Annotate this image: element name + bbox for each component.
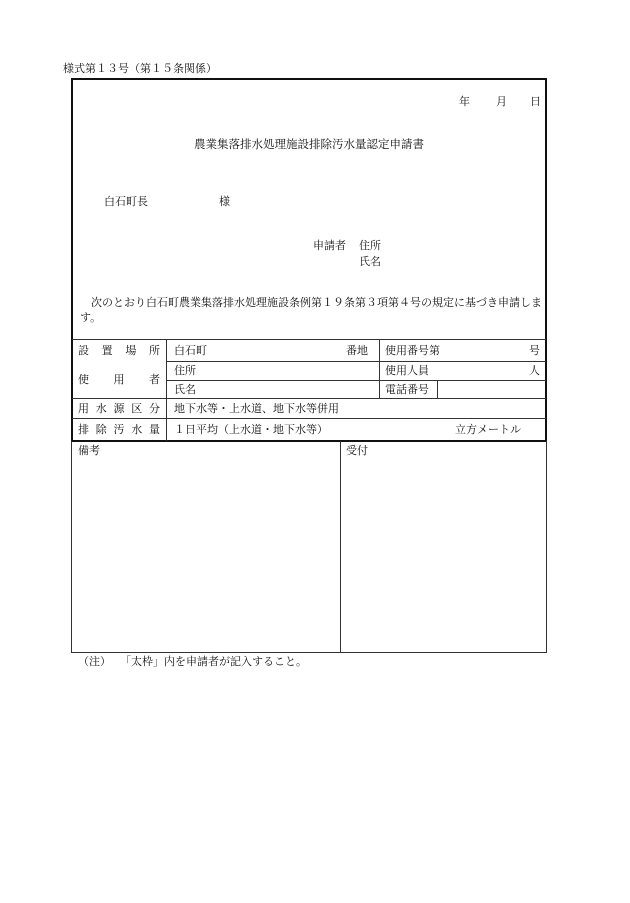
- row-divider: [72, 398, 546, 399]
- discharge-unit: 立方メートル: [455, 423, 521, 436]
- applicant-address-label: 住所: [359, 239, 381, 252]
- date-year-label: 年: [459, 95, 470, 108]
- location-suffix: 番地: [346, 344, 368, 357]
- label-column-divider: [166, 339, 167, 441]
- users-count-suffix: 人: [529, 364, 540, 377]
- applicant-name-label: 氏名: [359, 255, 381, 268]
- date-day-label: 日: [530, 95, 541, 108]
- phone-divider: [437, 380, 438, 398]
- form-title: 農業集落排水処理施設排除汚水量認定申請書: [194, 137, 424, 151]
- remarks-label: 備考: [78, 444, 100, 457]
- note-prefix: （注）: [78, 655, 111, 668]
- location-label: 設 置 場 所: [78, 344, 160, 357]
- remarks-divider: [340, 441, 341, 652]
- intro-paragraph: 次のとおり白石町農業集落排水処理施設条例第１９条第３項第４号の規定に基づき申請します。: [80, 296, 542, 324]
- date-month-label: 月: [496, 95, 507, 108]
- reception-label: 受付: [346, 444, 368, 457]
- right-column-divider: [379, 339, 380, 398]
- users-count-label: 使用人員: [385, 364, 429, 377]
- addressee-name: 白石町長: [104, 195, 148, 208]
- user-name-label: 氏名: [174, 383, 196, 396]
- addressee-honorific: 様: [219, 195, 230, 208]
- applicant-label: 申請者: [313, 239, 346, 252]
- row-divider: [166, 361, 546, 362]
- phone-label: 電話番号: [385, 383, 429, 396]
- remarks-frame: [71, 441, 547, 653]
- discharge-label: 排 除 汚 水 量: [78, 423, 160, 436]
- application-frame: [71, 78, 547, 442]
- usage-number-suffix: 号: [529, 344, 540, 357]
- user-address-label: 住所: [174, 364, 196, 377]
- phone-row-divider: [379, 380, 546, 381]
- usage-number-label: 使用番号第: [385, 344, 440, 357]
- row-divider: [72, 418, 546, 419]
- row-divider: [72, 339, 546, 340]
- user-label: 使 用 者: [78, 373, 160, 386]
- form-number: 様式第１３号（第１５条関係）: [63, 62, 217, 75]
- note-text: 「太枠」内を申請者が記入すること。: [120, 655, 307, 668]
- location-prefix: 白石町: [174, 344, 207, 357]
- water-source-label: 用 水 源 区 分: [78, 402, 160, 415]
- discharge-value: １日平均（上水道・地下水等）: [174, 423, 328, 436]
- water-source-value: 地下水等・上水道、地下水等併用: [174, 402, 339, 415]
- address-name-divider: [166, 380, 379, 381]
